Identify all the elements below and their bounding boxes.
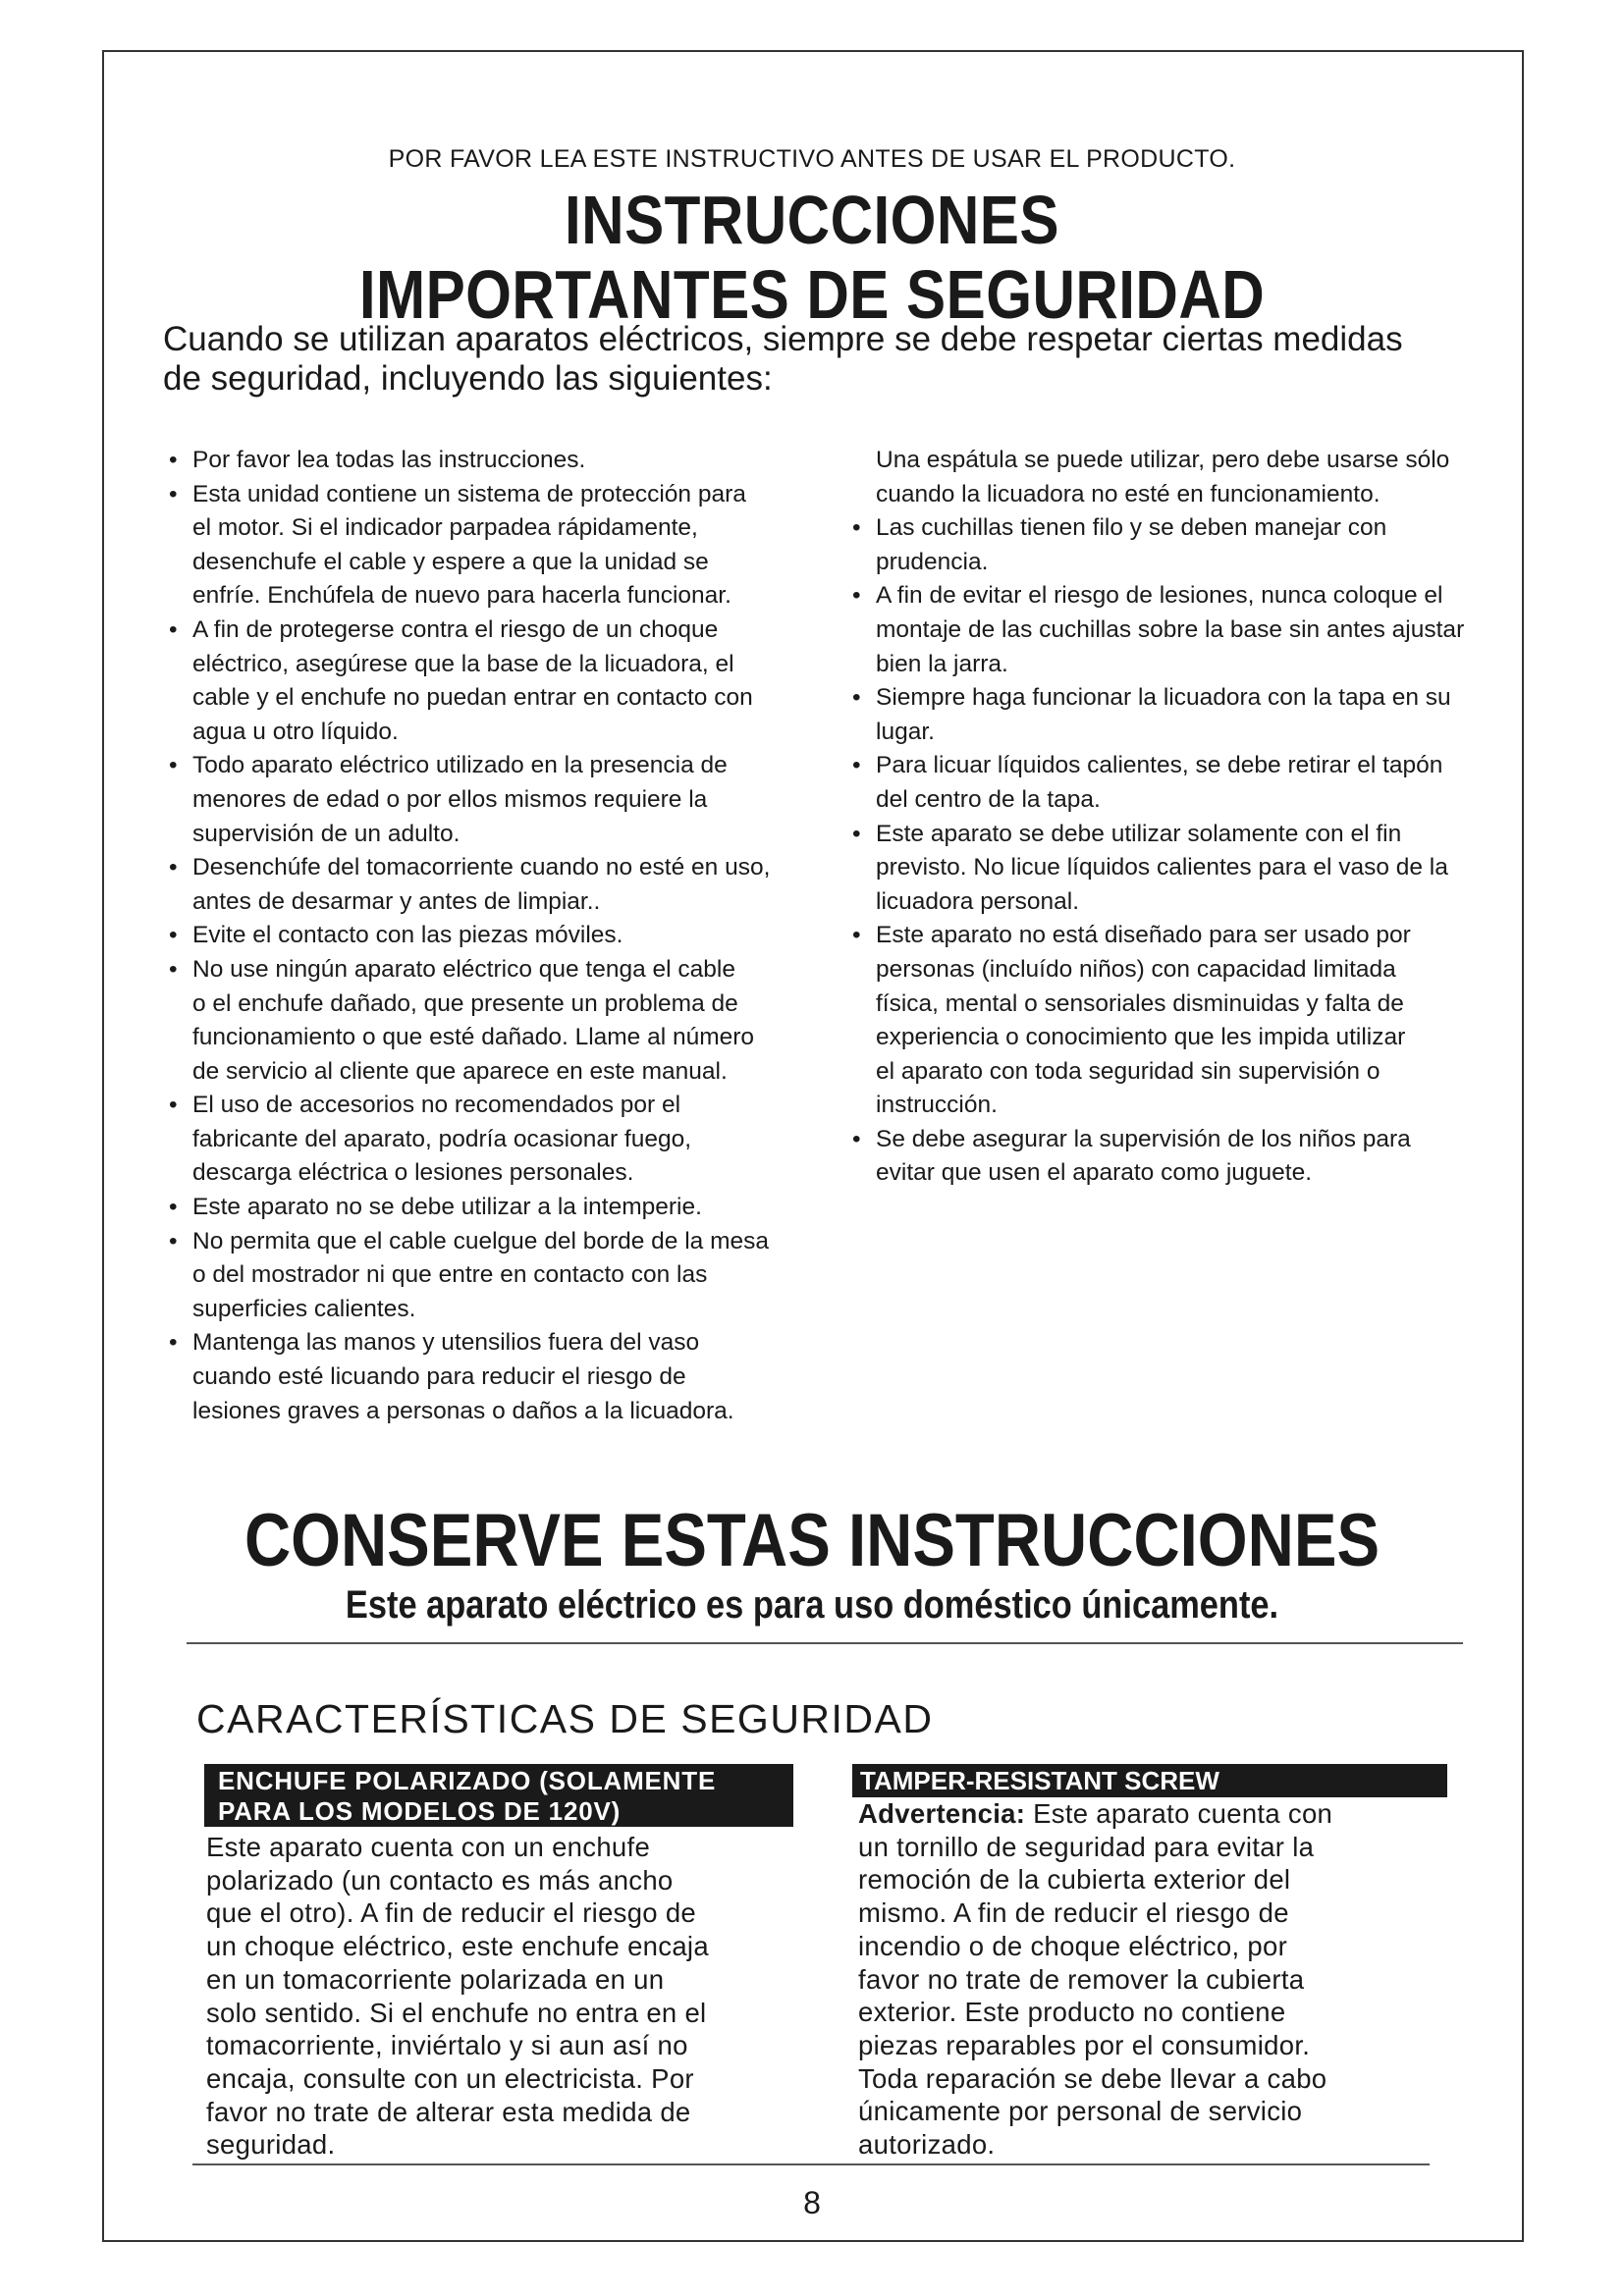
text-line: física, mental o sensoriales disminuidas y falta de	[876, 989, 1404, 1017]
intro-text: Cuando se utilizan aparatos eléctricos, siempre se debe respetar ciertas medidas de seguridad, incluyendo las siguientes:	[163, 320, 1403, 398]
text-line: • Todo aparato eléctrico utilizado en la presencia de	[192, 752, 728, 779]
text-line: • Se debe asegurar la supervisión de los niños para	[876, 1125, 1411, 1152]
safety-item	[848, 681, 1496, 749]
conserve-heading: CONSERVE ESTAS INSTRUCCIONES	[244, 1499, 1380, 1582]
safety-item	[165, 1326, 793, 1428]
text-line: o el enchufe dañado, que presente un problema de	[192, 989, 738, 1017]
tamper-screw-heading: TAMPER-RESISTANT SCREW	[852, 1764, 1447, 1797]
text-line: fabricante del aparato, podría ocasionar fuego,	[192, 1125, 692, 1152]
text-line: previsto. No licue líquidos calientes para el vaso de la	[876, 854, 1448, 881]
text-line: lugar.	[876, 718, 935, 745]
right-safety-column	[848, 444, 1496, 1191]
text-line: del centro de la tapa.	[876, 785, 1101, 813]
left-safety-column	[165, 444, 793, 1428]
text-line: descarga eléctrica o lesiones personales.	[192, 1159, 634, 1187]
text-line: en un tomacorriente polarizada en un	[206, 1963, 665, 1995]
safety-item	[165, 919, 793, 953]
text-line: antes de desarmar y antes de limpiar..	[192, 887, 601, 915]
text-line: cable y el enchufe no puedan entrar en contacto con	[192, 684, 753, 712]
text-line: el aparato con toda seguridad sin supervisión o	[876, 1057, 1380, 1085]
text-line: • Evite el contacto con las piezas móviles.	[192, 922, 623, 949]
text-line	[858, 1797, 1447, 1831]
text-line: desenchufe el cable y espere a que la unidad se	[192, 548, 709, 575]
safety-item	[848, 579, 1496, 681]
text-line: • Para licuar líquidos calientes, se debe retirar el tapón	[876, 752, 1443, 779]
text-line: • Esta unidad contiene un sistema de protección para	[192, 480, 746, 507]
text-line: de servicio al cliente que aparece en este manual.	[192, 1057, 728, 1085]
tamper-screw-lines	[858, 1831, 1447, 2162]
safety-item	[165, 749, 793, 851]
text-line: únicamente por personal de servicio	[858, 2096, 1303, 2127]
household-use-subtitle: Este aparato eléctrico es para uso doméstico únicamente.	[345, 1583, 1279, 1627]
section-title: CARACTERÍSTICAS DE SEGURIDAD	[196, 1696, 934, 1741]
text-line: remoción de la cubierta exterior del	[858, 1864, 1291, 1896]
text-line: experiencia o conocimiento que les impida utilizar	[876, 1024, 1406, 1051]
text-line: un choque eléctrico, este enchufe encaja	[206, 1931, 709, 1962]
divider	[192, 2163, 1430, 2165]
text-line: favor no trate de remover la cubierta	[858, 1963, 1305, 1995]
text-line: exterior. Este producto no contiene	[858, 1997, 1286, 2028]
heading-line: PARA LOS MODELOS DE 120V)	[218, 1796, 622, 1826]
safety-item	[165, 1225, 793, 1327]
safety-item	[848, 818, 1496, 920]
title-line-2: IMPORTANTES DE SEGURIDAD	[358, 256, 1266, 333]
text-line: Este aparato cuenta con un enchufe	[206, 1832, 651, 1862]
text-line: un tornillo de seguridad para evitar la	[858, 1831, 1315, 1862]
text-line: agua u otro líquido.	[192, 718, 399, 745]
text-line: tomacorriente, inviértalo y si aun así no	[206, 2030, 688, 2061]
warning-text: Este aparato cuenta con	[1025, 1798, 1333, 1829]
continued-item	[848, 444, 1496, 511]
polarized-plug-text	[206, 1831, 795, 2162]
text-line: que el otro). A fin de reducir el riesgo de	[206, 1897, 697, 1929]
text-line: • Este aparato se debe utilizar solamente con el fin	[876, 820, 1402, 847]
divider	[187, 1642, 1463, 1644]
text-line: prudencia.	[876, 548, 989, 575]
text-line: • Siempre haga funcionar la licuadora con la tapa en su	[876, 684, 1451, 712]
text-line: Toda reparación se debe llevar a cabo	[858, 2062, 1327, 2094]
text-line: • Las cuchillas tienen filo y se deben manejar con	[876, 514, 1387, 542]
text-line: funcionamiento o que esté dañado. Llame al número	[192, 1024, 755, 1051]
text-line: superficies calientes.	[192, 1295, 416, 1322]
text-line: montaje de las cuchillas sobre la base sin antes ajustar	[876, 615, 1465, 643]
pre-title: POR FAVOR LEA ESTE INSTRUCTIVO ANTES DE USAR EL PRODUCTO.	[388, 145, 1236, 173]
text-line: Una espátula se puede utilizar, pero debe usarse sólo	[876, 447, 1450, 473]
safety-item	[165, 614, 793, 749]
text-line: • No use ningún aparato eléctrico que tenga el cable	[192, 955, 735, 983]
safety-item	[165, 444, 793, 478]
safety-item	[165, 1191, 793, 1225]
polarized-plug-heading	[204, 1764, 793, 1827]
text-line: autorizado.	[858, 2129, 996, 2161]
text-line: eléctrico, asegúrese que la base de la licuadora, el	[192, 650, 734, 677]
safety-item	[848, 749, 1496, 817]
text-line: • Este aparato no está diseñado para ser usado por	[876, 922, 1411, 949]
text-line: • A fin de protegerse contra el riesgo de un choque	[192, 615, 719, 643]
text-line: bien la jarra.	[876, 650, 1008, 677]
text-line: • Mantenga las manos y utensilios fuera del vaso	[192, 1329, 700, 1357]
text-line: evitar que usen el aparato como juguete.	[876, 1159, 1313, 1187]
text-line: • El uso de accesorios no recomendados por el	[192, 1092, 681, 1119]
text-line: • Por favor lea todas las instrucciones.	[192, 447, 586, 473]
text-line: encaja, consulte con un electricista. Por	[206, 2062, 694, 2094]
text-line: incendio o de choque eléctrico, por	[858, 1930, 1288, 1961]
safety-item	[165, 478, 793, 614]
text-line: cuando esté licuando para reducir el riesgo de	[192, 1363, 686, 1391]
text-line: • Desenchúfe del tomacorriente cuando no esté en uso,	[192, 854, 771, 881]
text-line: enfríe. Enchúfela de nuevo para hacerla funcionar.	[192, 582, 731, 610]
text-line: personas (incluído niños) con capacidad limitada	[876, 955, 1396, 983]
left-safety-list	[165, 444, 793, 1428]
text-line: supervisión de un adulto.	[192, 820, 460, 847]
tamper-screw-text	[858, 1797, 1447, 2162]
text-line: instrucción.	[876, 1092, 998, 1119]
text-line: seguridad.	[206, 2129, 336, 2161]
text-line: o del mostrador ni que entre en contacto con las	[192, 1261, 708, 1289]
warning-label: Advertencia:	[858, 1798, 1026, 1829]
text-line: mismo. A fin de reducir el riesgo de	[858, 1897, 1289, 1929]
safety-item	[848, 919, 1496, 1123]
text-line: el motor. Si el indicador parpadea rápidamente,	[192, 514, 698, 542]
safety-item	[848, 511, 1496, 579]
text-line: • A fin de evitar el riesgo de lesiones, nunca coloque el	[876, 582, 1443, 610]
safety-item	[165, 1089, 793, 1191]
text-line: favor no trate de alterar esta medida de	[206, 2096, 691, 2127]
text-line: lesiones graves a personas o daños a la licuadora.	[192, 1397, 734, 1424]
text-line: licuadora personal.	[876, 887, 1080, 915]
text-line: menores de edad o por ellos mismos requiere la	[192, 785, 708, 813]
heading-line: ENCHUFE POLARIZADO (SOLAMENTE	[218, 1766, 717, 1795]
text-line: piezas reparables por el consumidor.	[858, 2029, 1311, 2060]
safety-item	[165, 851, 793, 919]
safety-item	[848, 1123, 1496, 1191]
text-line: • No permita que el cable cuelgue del borde de la mesa	[192, 1227, 770, 1255]
text-line: polarizado (un contacto es más ancho	[206, 1864, 674, 1896]
page-number: 8	[803, 2185, 821, 2220]
text-line: cuando la licuadora no esté en funcionamiento.	[876, 480, 1380, 507]
text-line: solo sentido. Si el enchufe no entra en el	[206, 1997, 707, 2028]
right-safety-list	[848, 511, 1496, 1191]
text-line: • Este aparato no se debe utilizar a la intemperie.	[192, 1194, 702, 1221]
safety-item	[165, 953, 793, 1089]
title-line-1: INSTRUCCIONES	[565, 182, 1059, 258]
